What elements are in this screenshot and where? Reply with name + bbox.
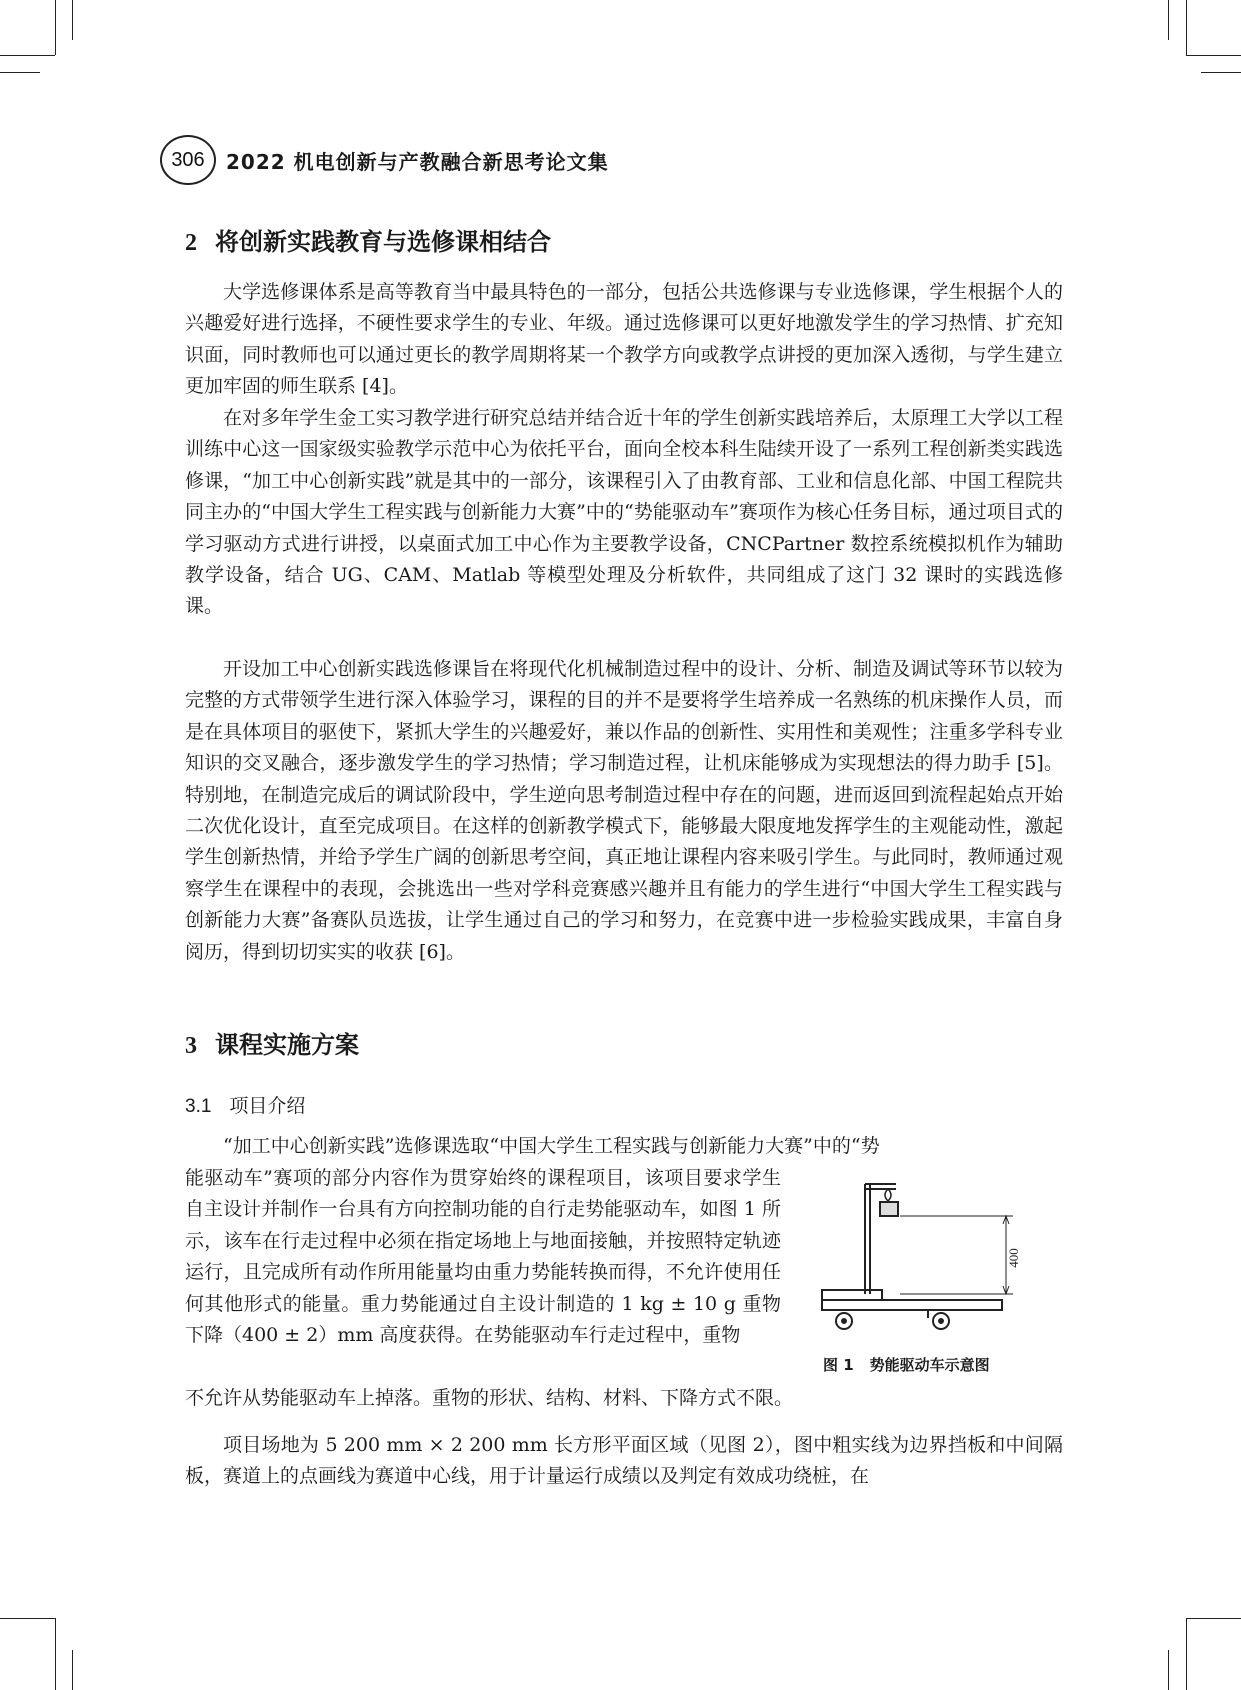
crop-mark — [1186, 55, 1241, 56]
subsection-title: 项目介绍 — [229, 1095, 306, 1117]
paragraph: 开设加工中心创新实践选修课旨在将现代化机械制造过程中的设计、分析、制造及调试等环节以较为完整的方式带领学生进行深入体验学习，课程的目的并不是要将学生培养成一名熟练的机床操作人员，而是在具体项目的驱使下，紧抓大学生的兴趣爱好，兼以作品的创新性、实用性和美观性；注重多学科专业知识的交叉融合，逐步激发学生的学习热情；学习制造过程，让机床能够成为实现想法的得力助手 [5]。特别地，在制造完成后的调试阶段中，学生逆向思考制造过程中存在的问题，进而返回到流程起始点开始二次优化设计，直至完成项目。在这样的创新教学模式下，能够最大限度地发挥学生的主观能动性，激起学生创新热情，并给予学生广阔的创新思考空间，真正地让课程内容来吸引学生。与此同时，教师通过观察学生在课程中的表现，会挑选出一些对学科竞赛感兴趣并且有能力的学生进行“中国大学生工程实践与创新能力大赛”备赛队员选拔，让学生通过自己的学习和努力，在竞赛中进一步检验实践成果，丰富自身阅历，得到切切实实的收获 [6]。 — [185, 658, 1063, 963]
crop-mark — [0, 1618, 55, 1619]
figure-label: 图 1 — [823, 1356, 854, 1374]
section-2-heading — [185, 222, 551, 257]
crop-mark — [55, 1618, 56, 1690]
section-number: 2 — [185, 230, 197, 256]
paragraph-tail: 不允许从势能驱动车上掉落。重物的形状、结构、材料、下降方式不限。 — [185, 1387, 794, 1409]
figure-caption-text: 势能驱动车示意图 — [869, 1356, 990, 1374]
crop-mark — [1186, 1618, 1187, 1690]
paragraph: 项目场地为 5 200 mm × 2 200 mm 长方形平面区域（见图 2），图中粗实线为边界挡板和中间隔板，赛道上的点画线为赛道中心线，用于计量运行成绩以及判定有效成功绕桩，在 — [185, 1434, 1063, 1488]
crop-mark — [1186, 1618, 1241, 1619]
running-header — [160, 135, 609, 185]
figure-1-caption — [823, 1354, 990, 1375]
weight — [880, 1202, 898, 1216]
crop-mark — [72, 1650, 73, 1690]
crop-mark — [0, 72, 40, 73]
crop-mark — [1186, 0, 1187, 55]
crop-mark — [55, 0, 56, 55]
crop-mark — [1168, 0, 1169, 40]
section-title: 课程实施方案 — [215, 1031, 359, 1059]
cart-body — [822, 1290, 882, 1300]
crop-mark — [0, 55, 55, 56]
book-title: 2022 机电创新与产教融合新思考论文集 — [226, 149, 609, 174]
paragraph: “加工中心创新实践”选修课选取“中国大学生工程实践与创新能力大赛”中的“势 — [223, 1135, 880, 1157]
section-title: 将创新实践教育与选修课相结合 — [215, 228, 551, 256]
page-number: 306 — [160, 135, 216, 185]
paragraph-wrapped: 能驱动车”赛项的部分内容作为贯穿始终的课程项目，该项目要求学生自主设计并制作一台具有方向控制功能的自行走势能驱动车，如图 1 所示，该车在行走过程中必须在指定场地上与地面接触，并按照特定轨迹运行，且完成所有动作所用能量均由重力势能转换而得，不允许使用任何其他形式的能量。重力势能通过自主设计制造的 1 kg ± 10 g 重物下降（400 ± 2）mm 高度获得。在势能驱动车行走过程中，重物 — [185, 1167, 781, 1347]
section-3-heading — [185, 1025, 359, 1060]
paragraph: 大学选修课体系是高等教育当中最具特色的一部分，包括公共选修课与专业选修课，学生根据个人的兴趣爱好进行选择，不硬性要求学生的专业、年级。通过选修课可以更好地激发学生的学习热情、扩充知识面，同时教师也可以通过更长的教学周期将某一个教学方向或教学点讲授的更加深入透彻，与学生建立更加牢固的师生联系 [4]。 — [185, 281, 1063, 398]
crop-mark — [1168, 1650, 1169, 1690]
figure-1-cart-diagram — [808, 1178, 1058, 1338]
section-number: 3 — [185, 1033, 197, 1059]
subsection-number: 3.1 — [185, 1096, 212, 1117]
cart-chassis — [822, 1300, 1002, 1310]
crop-mark — [1201, 72, 1241, 73]
crop-mark — [72, 0, 73, 40]
subsection-3-1-heading — [185, 1091, 305, 1118]
dimension-label: 400 — [1006, 1248, 1021, 1268]
hook — [885, 1189, 891, 1201]
paragraph: 在对多年学生金工实习教学进行研究总结并结合近十年的学生创新实践培养后，太原理工大学以工程训练中心这一国家级实验教学示范中心为依托平台，面向全校本科生陆续开设了一系列工程创新类实践选修课，“加工中心创新实践”就是其中的一部分，该课程引入了由教育部、工业和信息化部、中国工程院共同主办的“中国大学生工程实践与创新能力大赛”中的“势能驱动车”赛项作为核心任务目标，通过项目式的学习驱动方式进行讲授，以桌面式加工中心作为主要教学设备，CNCPartner 数控系统模拟机作为辅助教学设备，结合 UG、CAM、Matlab 等模型处理及分析软件，共同组成了这门 32 课时的实践选修课。 — [185, 407, 1063, 618]
